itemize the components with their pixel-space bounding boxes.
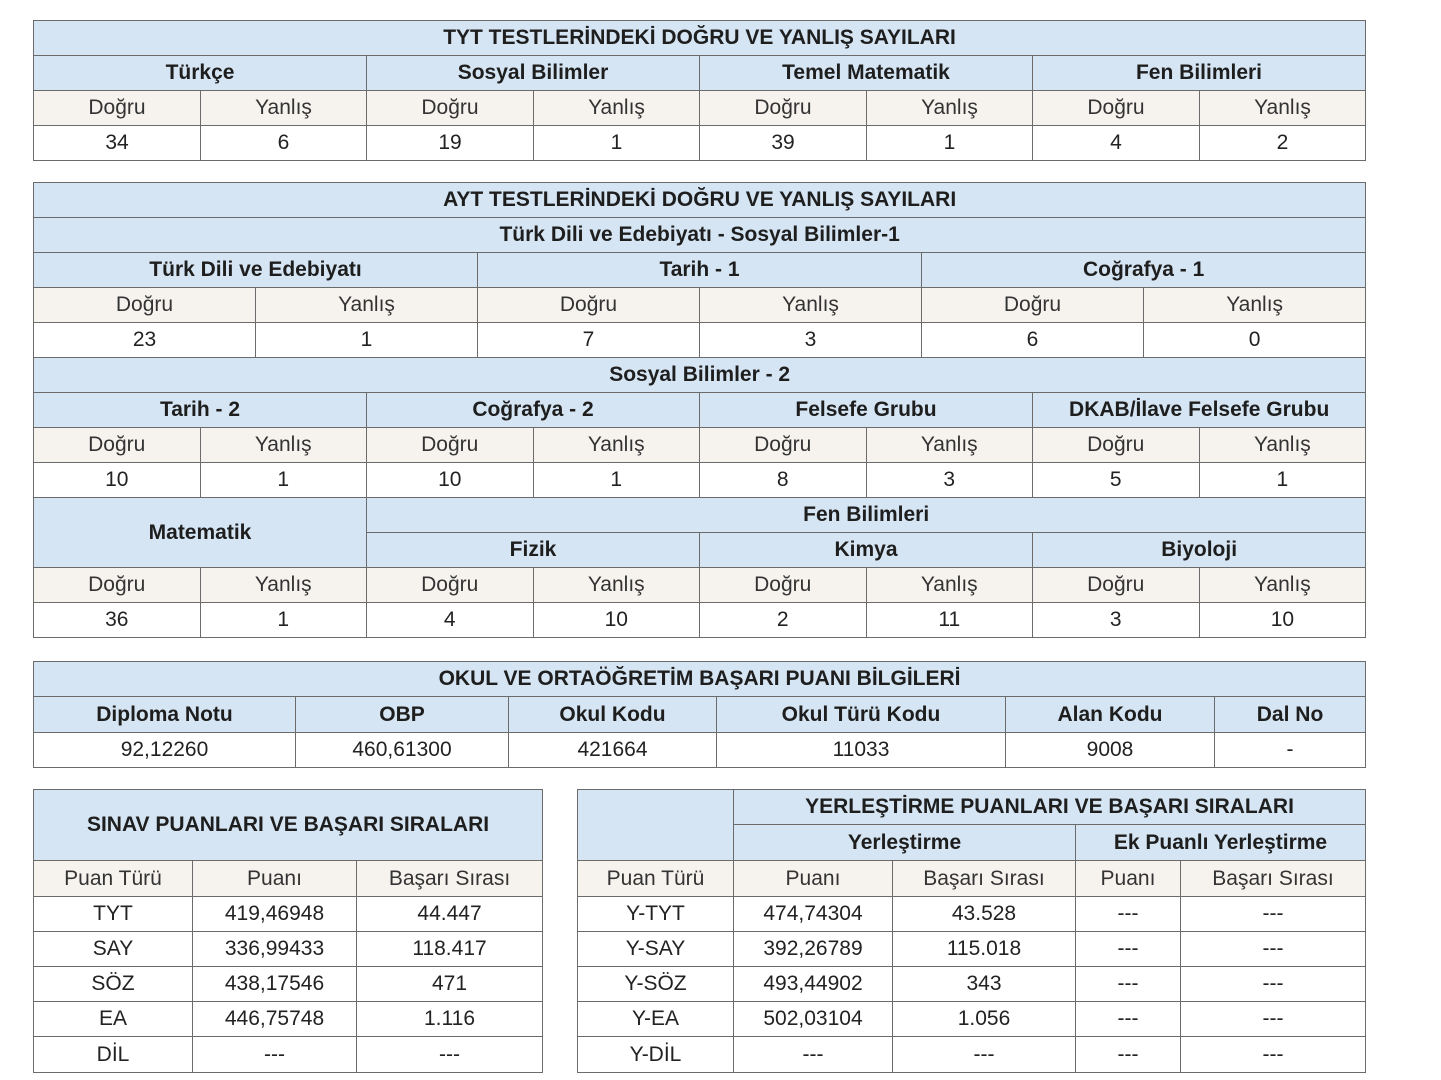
dogru-label: Doğru <box>367 568 534 603</box>
value-cell: 1 <box>534 126 700 161</box>
table-row <box>34 1002 543 1037</box>
ek-basari-sirasi: --- <box>1181 1037 1366 1073</box>
yanlis-label: Yanlış <box>533 568 700 603</box>
value-cell: 6 <box>922 323 1144 358</box>
sinav-puani: 446,75748 <box>193 1002 357 1037</box>
dogru-label: Doğru <box>478 288 700 323</box>
sinav-basari-sirasi: 44.447 <box>357 897 543 932</box>
yer-basari-sirasi: 115.018 <box>893 932 1076 967</box>
dogru-label: Doğru <box>922 288 1144 323</box>
ayt-title: AYT TESTLERİNDEKİ DOĞRU VE YANLIŞ SAYILARI <box>34 183 1366 218</box>
value-cell: 10 <box>533 603 700 638</box>
value-cell: 1 <box>533 463 700 498</box>
table-row <box>578 1037 1366 1073</box>
dogru-label: Doğru <box>1033 91 1200 126</box>
sinav-header-basari: Başarı Sırası <box>357 861 543 897</box>
yerlestirme-group-label: Yerleştirme <box>734 825 1076 861</box>
ek-header-basari: Başarı Sırası <box>1181 861 1366 897</box>
ayt-subject-cografya2: Coğrafya - 2 <box>367 393 700 428</box>
ayt-table <box>33 182 1366 638</box>
value-cell: 3 <box>700 323 922 358</box>
sinav-basari-sirasi: 118.417 <box>357 932 543 967</box>
okul-header-okul-turu: Okul Türü Kodu <box>717 697 1006 733</box>
okul-value-okul-turu: 11033 <box>717 733 1006 768</box>
sinav-puani: --- <box>193 1037 357 1073</box>
yanlis-label: Yanlış <box>200 568 367 603</box>
value-cell: 2 <box>1200 126 1366 161</box>
sinav-puan-turu: TYT <box>34 897 193 932</box>
yer-header-puan-turu: Puan Türü <box>578 861 734 897</box>
ek-basari-sirasi: --- <box>1181 1002 1366 1037</box>
okul-header-alan-kodu: Alan Kodu <box>1006 697 1215 733</box>
table-row <box>34 1037 543 1073</box>
yer-puan-turu: Y-SÖZ <box>578 967 734 1002</box>
value-cell: 8 <box>700 463 867 498</box>
ek-puani: --- <box>1076 1002 1181 1037</box>
value-cell: 23 <box>34 323 256 358</box>
ek-header-puani: Puanı <box>1076 861 1181 897</box>
yer-puan-turu: Y-EA <box>578 1002 734 1037</box>
ayt-section2-title: Sosyal Bilimler - 2 <box>34 358 1366 393</box>
ayt-subject-edebiyat: Türk Dili ve Edebiyatı <box>34 253 478 288</box>
value-cell: 11 <box>866 603 1033 638</box>
table-row <box>578 932 1366 967</box>
yer-basari-sirasi: 1.056 <box>893 1002 1076 1037</box>
ayt-subject-tarih2: Tarih - 2 <box>34 393 367 428</box>
okul-header-diploma: Diploma Notu <box>34 697 296 733</box>
sinav-puan-turu: DİL <box>34 1037 193 1073</box>
value-cell: 34 <box>34 126 201 161</box>
value-cell: 0 <box>1144 323 1366 358</box>
okul-value-dal-no: - <box>1215 733 1366 768</box>
yer-puan-turu: Y-DİL <box>578 1037 734 1073</box>
value-cell: 19 <box>367 126 534 161</box>
okul-header-obp: OBP <box>296 697 509 733</box>
table-row <box>578 897 1366 932</box>
value-cell: 6 <box>201 126 367 161</box>
yerlestirme-title: YERLEŞTİRME PUANLARI VE BAŞARI SIRALARI <box>734 790 1366 825</box>
yanlis-label: Yanlış <box>867 91 1033 126</box>
sinav-puan-turu: SAY <box>34 932 193 967</box>
ayt-subject-kimya: Kimya <box>700 533 1033 568</box>
value-cell: 36 <box>34 603 201 638</box>
value-cell: 2 <box>700 603 867 638</box>
yer-basari-sirasi: 343 <box>893 967 1076 1002</box>
sinav-puani: 419,46948 <box>193 897 357 932</box>
value-cell: 4 <box>367 603 534 638</box>
ek-puani: --- <box>1076 932 1181 967</box>
ayt-subject-biyoloji: Biyoloji <box>1033 533 1366 568</box>
dogru-label: Doğru <box>1033 428 1200 463</box>
ek-basari-sirasi: --- <box>1181 967 1366 1002</box>
ek-puani: --- <box>1076 897 1181 932</box>
value-cell: 10 <box>367 463 534 498</box>
table-row <box>34 967 543 1002</box>
yanlis-label: Yanlış <box>201 91 367 126</box>
yanlis-label: Yanlış <box>1199 568 1366 603</box>
ayt-section1-title: Türk Dili ve Edebiyatı - Sosyal Bilimler-1 <box>34 218 1366 253</box>
yer-puani: 474,74304 <box>734 897 893 932</box>
yer-puani: 493,44902 <box>734 967 893 1002</box>
tyt-subject-fen: Fen Bilimleri <box>1033 56 1366 91</box>
yer-basari-sirasi: 43.528 <box>893 897 1076 932</box>
value-cell: 1 <box>256 323 478 358</box>
yanlis-label: Yanlış <box>1199 428 1366 463</box>
yer-header-basari: Başarı Sırası <box>893 861 1076 897</box>
ayt-fen-title: Fen Bilimleri <box>367 498 1366 533</box>
value-cell: 1 <box>200 463 367 498</box>
ek-puani: --- <box>1076 1037 1181 1073</box>
okul-value-okul-kodu: 421664 <box>509 733 717 768</box>
sinav-header-puani: Puanı <box>193 861 357 897</box>
yerlestirme-table <box>577 789 1366 1073</box>
value-cell: 10 <box>34 463 201 498</box>
okul-value-obp: 460,61300 <box>296 733 509 768</box>
yer-basari-sirasi: --- <box>893 1037 1076 1073</box>
sinav-puan-turu: EA <box>34 1002 193 1037</box>
dogru-label: Doğru <box>700 428 867 463</box>
sinav-basari-sirasi: 1.116 <box>357 1002 543 1037</box>
yer-header-puani: Puanı <box>734 861 893 897</box>
yanlis-label: Yanlış <box>534 91 700 126</box>
sinav-basari-sirasi: --- <box>357 1037 543 1073</box>
tyt-dy-header-row <box>34 91 1366 126</box>
value-cell: 39 <box>700 126 867 161</box>
table-row <box>578 967 1366 1002</box>
sinav-puan-turu: SÖZ <box>34 967 193 1002</box>
sinav-basari-sirasi: 471 <box>357 967 543 1002</box>
okul-header-dal-no: Dal No <box>1215 697 1366 733</box>
okul-title: OKUL VE ORTAÖĞRETİM BAŞARI PUANI BİLGİLERİ <box>34 662 1366 697</box>
tyt-subject-sosyal: Sosyal Bilimler <box>367 56 700 91</box>
value-cell: 4 <box>1033 126 1200 161</box>
sinav-puani: 438,17546 <box>193 967 357 1002</box>
tyt-subject-matematik: Temel Matematik <box>700 56 1033 91</box>
dogru-label: Doğru <box>34 91 201 126</box>
yanlis-label: Yanlış <box>533 428 700 463</box>
dogru-label: Doğru <box>367 91 534 126</box>
value-cell: 7 <box>478 323 700 358</box>
dogru-label: Doğru <box>34 288 256 323</box>
tyt-table <box>33 20 1366 161</box>
yerlestirme-corner-cell <box>578 790 734 861</box>
yanlis-label: Yanlış <box>1200 91 1366 126</box>
sinav-header-puan-turu: Puan Türü <box>34 861 193 897</box>
tyt-subject-turkce: Türkçe <box>34 56 367 91</box>
yanlis-label: Yanlış <box>700 288 922 323</box>
value-cell: 1 <box>200 603 367 638</box>
dogru-label: Doğru <box>700 91 867 126</box>
ayt-subject-dkab: DKAB/İlave Felsefe Grubu <box>1033 393 1366 428</box>
ek-puanli-group-label: Ek Puanlı Yerleştirme <box>1076 825 1366 861</box>
sinav-table <box>33 789 543 1073</box>
value-cell: 3 <box>866 463 1033 498</box>
value-cell: 3 <box>1033 603 1200 638</box>
yanlis-label: Yanlış <box>866 568 1033 603</box>
ayt-subject-cografya1: Coğrafya - 1 <box>922 253 1366 288</box>
yer-puan-turu: Y-SAY <box>578 932 734 967</box>
yer-puani: 392,26789 <box>734 932 893 967</box>
value-cell: 1 <box>867 126 1033 161</box>
dogru-label: Doğru <box>1033 568 1200 603</box>
dogru-label: Doğru <box>367 428 534 463</box>
yanlis-label: Yanlış <box>1144 288 1366 323</box>
sinav-puani: 336,99433 <box>193 932 357 967</box>
yanlis-label: Yanlış <box>866 428 1033 463</box>
ek-puani: --- <box>1076 967 1181 1002</box>
ek-basari-sirasi: --- <box>1181 897 1366 932</box>
tyt-title: TYT TESTLERİNDEKİ DOĞRU VE YANLIŞ SAYILARI <box>34 21 1366 56</box>
yer-puani: --- <box>734 1037 893 1073</box>
table-row <box>34 897 543 932</box>
okul-table <box>33 661 1366 768</box>
dogru-label: Doğru <box>34 568 201 603</box>
dogru-label: Doğru <box>700 568 867 603</box>
sinav-title: SINAV PUANLARI VE BAŞARI SIRALARI <box>34 790 543 861</box>
okul-value-diploma: 92,12260 <box>34 733 296 768</box>
ayt-subject-matematik: Matematik <box>34 498 367 568</box>
table-row <box>578 1002 1366 1037</box>
ayt-subject-fizik: Fizik <box>367 533 700 568</box>
table-row <box>34 932 543 967</box>
value-cell: 10 <box>1199 603 1366 638</box>
ek-basari-sirasi: --- <box>1181 932 1366 967</box>
tyt-values-row <box>34 126 1366 161</box>
yer-puan-turu: Y-TYT <box>578 897 734 932</box>
okul-header-okul-kodu: Okul Kodu <box>509 697 717 733</box>
yer-puani: 502,03104 <box>734 1002 893 1037</box>
yanlis-label: Yanlış <box>256 288 478 323</box>
okul-value-alan-kodu: 9008 <box>1006 733 1215 768</box>
yanlis-label: Yanlış <box>200 428 367 463</box>
value-cell: 1 <box>1199 463 1366 498</box>
ayt-subject-tarih1: Tarih - 1 <box>478 253 922 288</box>
value-cell: 5 <box>1033 463 1200 498</box>
ayt-subject-felsefe: Felsefe Grubu <box>700 393 1033 428</box>
dogru-label: Doğru <box>34 428 201 463</box>
